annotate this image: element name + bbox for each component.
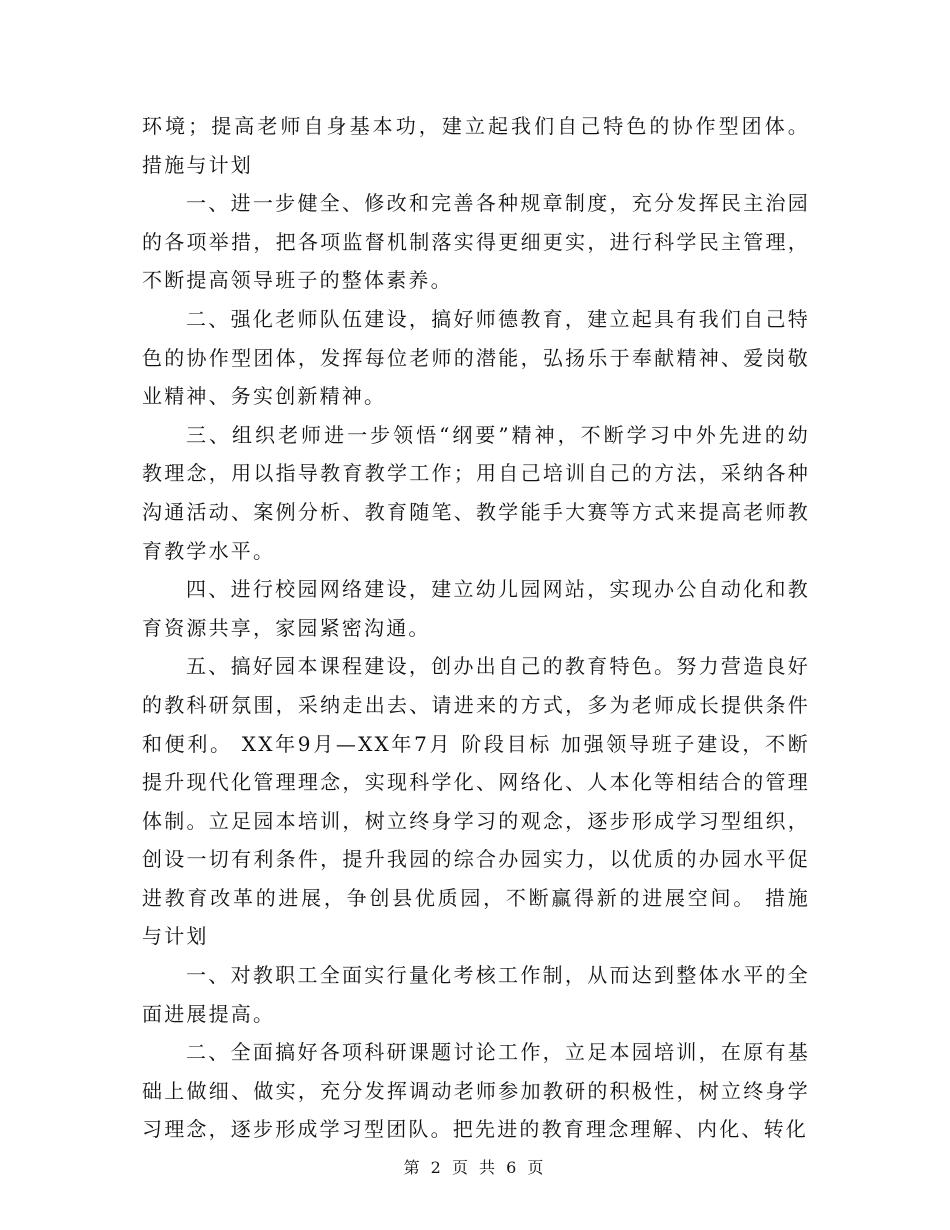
- paragraph-5: 五、搞好园本课程建设，创办出自己的教育特色。努力营造良好的教科研氛围，采纳走出去、请进来的方式，多为老师成长提供条件和便利。 XX年9月—XX年7月 阶段目标 加强领导班子建设，不断提升现代化管理理念，实现科学化、网络化、人本化等相结合的管理体制。立足园本培训，树立终身学习的观念，逐步形成学习型组织，创设一切有利条件，提升我园的综合办园实力，以优质的办园水平促进教育改革的进展，争创县优质园，不断赢得新的进展空间。 措施与计划: [142, 654, 810, 949]
- paragraph-2: 二、强化老师队伍建设，搞好师德教育，建立起具有我们自己特色的协作型团体，发挥每位老师的潜能，弘扬乐于奉献精神、爱岗敬业精神、务实创新精神。: [142, 306, 810, 409]
- paragraph-6: 一、对教职工全面实行量化考核工作制，从而达到整体水平的全面进展提高。: [142, 963, 810, 1026]
- paragraph-7: 二、全面搞好各项科研课题讨论工作，立足本园培训，在原有基础上做细、做实，充分发挥调动老师参加教研的积极性，树立终身学习理念，逐步形成学习型团队。把先进的教育理念理解、内化、转化: [142, 1040, 810, 1142]
- page-number-footer: 第 2 页 共 6 页: [403, 1158, 547, 1177]
- paragraph-1: 一、进一步健全、修改和完善各种规章制度，充分发挥民主治园的各项举措，把各项监督机制落实得更细更实，进行科学民主管理，不断提高领导班子的整体素养。: [142, 191, 810, 293]
- paragraph-3: 三、组织老师进一步领悟“纲要”精神，不断学习中外先进的幼教理念，用以指导教育教学工作；用自己培训自己的方法，采纳各种沟通活动、案例分析、教育随笔、教学能手大赛等方式来提高老师教育教学水平。: [142, 422, 810, 563]
- paragraph-0: 环境；提高老师自身基本功，建立起我们自己特色的协作型团体。 措施与计划: [142, 114, 810, 177]
- paragraph-4: 四、进行校园网络建设，建立幼儿园网站，实现办公自动化和教育资源共享，家园紧密沟通。: [142, 577, 810, 640]
- document-body: [142, 107, 810, 1149]
